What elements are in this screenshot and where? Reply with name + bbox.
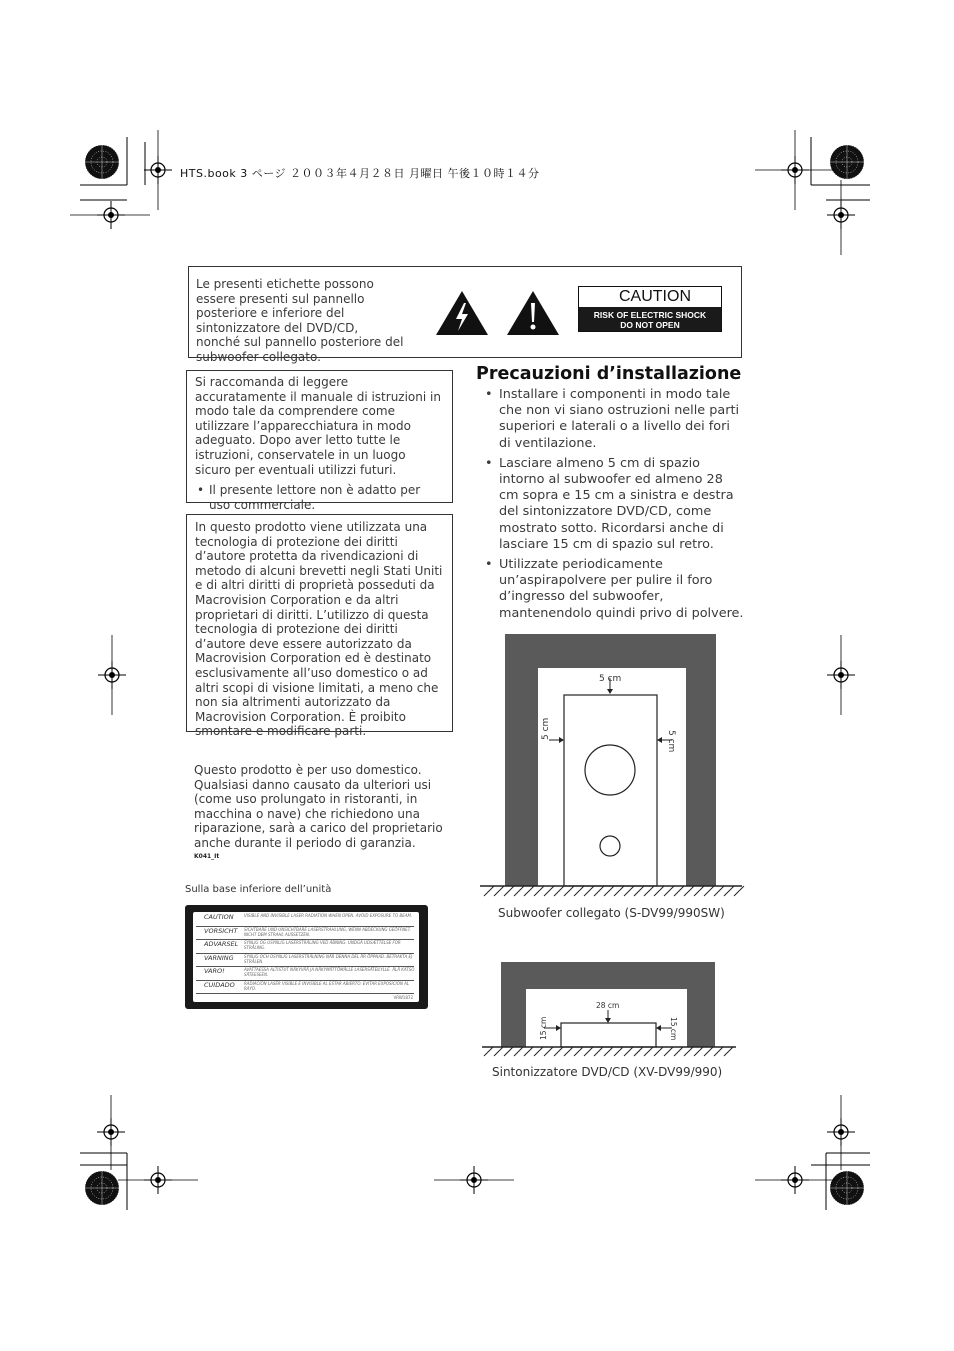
macrovision-text: In questo prodotto viene utilizzata una tecnologia di protezione dei diritti d’autore protetta da rivendicazioni di metodo di alcuni brevetti negli Stati Uniti e di altri diritti di proprietà posseduti da Macrovision Corporation e da altri proprietari di diritti. L’utilizzo di questa tecnologia di protezione dei diritti d’autore deve essere autorizzato da Macrovision Corporation ed è destinato esclusivamente all’uso domestico o ad altri scopi di visione limitati, a meno che non sia altrimenti autorizzato da Macrovision Corporation. È proibito smontare e modificare parti. bbox=[195, 520, 443, 739]
installation-bullet: • Installare i componenti in modo tale che non vi siano ostruzioni nelle parti superiori e laterali o a livello dei fori di ventilazione. bbox=[477, 387, 745, 452]
subwoofer-caption: Subwoofer collegato (S-DV99/990SW) bbox=[498, 906, 725, 920]
installation-bullet: • Lasciare almeno 5 cm di spazio intorno al subwoofer ed almeno 28 cm sopra e 15 cm a sinistra e destra del sintonizzatore DVD/CD, come mostrato sotto. Ricordarsi anche di lasciare 15 cm di spazio sul retro. bbox=[477, 456, 745, 553]
laser-warning-text: SICHTBARE UND UNSICHTBARE LASERSTRAHLUNG, WENN ABDECKUNG GEÖFFNET. NICHT DEM STRAHL AUSSETZEN. bbox=[244, 926, 411, 937]
tuner-caption: Sintonizzatore DVD/CD (XV-DV99/990) bbox=[492, 1065, 723, 1079]
woofer-icon bbox=[585, 745, 635, 795]
macrovision-box bbox=[186, 514, 453, 739]
laser-warning-lang: ADVARSEL bbox=[204, 940, 239, 948]
shock-warning-line1: RISK OF ELECTRIC SHOCK bbox=[593, 310, 707, 320]
exclamation-warning-icon bbox=[505, 289, 561, 337]
laser-warning-row bbox=[196, 980, 414, 995]
laser-warning-text: RADIACIÓN LASER VISIBLE E INVISIBLE AL ESTAR ABIERTO. EVITAR EXPOSICIÓN AL RAYO. bbox=[244, 980, 410, 991]
laser-warning-lang: VORSICHT bbox=[204, 926, 238, 935]
laser-warning-row bbox=[196, 926, 414, 941]
laser-warning-lang: VARNING bbox=[204, 953, 234, 962]
subwoofer-clearance-diagram bbox=[476, 630, 746, 905]
laser-warning-text: AVATTAESSA ALTISTUT NÄKYVÄÄ JA NÄKYMÄTTÖMÄLLE LASERSÄTEILYLLE. ÄLÄ KATSO SÄTEESEEN. bbox=[244, 967, 415, 977]
registration-mark-icon bbox=[830, 1171, 864, 1205]
installation-bullet: • Utilizzate periodicamente un’aspirapolvere per pulire il foro d’ingresso del subwoofer, mantenendolo quindi privo di polvere. bbox=[477, 557, 745, 622]
caution-labels-box bbox=[188, 266, 742, 364]
laser-warning-lang: VARO! bbox=[204, 967, 225, 975]
laser-warning-row bbox=[196, 966, 414, 981]
laser-label-code: VRW1872 bbox=[393, 995, 413, 1000]
print-header: HTS.book 3 ページ ２００３年４月２８日 月曜日 午後１０時１４分 bbox=[180, 167, 540, 180]
laser-warning-lang: CAUTION bbox=[204, 913, 234, 921]
laser-warning-label bbox=[185, 905, 428, 1009]
laser-warning-text: VISIBLE AND INVISIBLE LASER RADIATION WHEN OPEN. AVOID EXPOSURE TO BEAM. bbox=[244, 913, 413, 918]
installation-list bbox=[477, 387, 745, 626]
bass-port-icon bbox=[600, 836, 620, 856]
laser-warning-row bbox=[196, 939, 414, 954]
shock-warning-line2: DO NOT OPEN bbox=[620, 320, 680, 330]
laser-warning-lang: CUIDADO bbox=[204, 980, 235, 989]
laser-warning-text: SYNLIG OG USYNLIG LASERSTRÅLING VED ÅBNING. UNDGÅ UDSÆTTELSE FOR STRÅLING. bbox=[244, 940, 401, 950]
caution-label bbox=[578, 286, 722, 332]
tuner-left-label: 15 cm bbox=[539, 1016, 548, 1040]
laser-warning-row bbox=[196, 953, 414, 968]
caution-word: CAUTION bbox=[619, 288, 691, 305]
tuner-top-label: 28 cm bbox=[596, 1001, 620, 1010]
read-manual-bullet: • Il presente lettore non è adatto per uso commerciale. bbox=[195, 483, 443, 512]
clearance-top-label: 5 cm bbox=[599, 674, 622, 684]
registration-mark-icon bbox=[85, 145, 119, 179]
tuner-unit bbox=[561, 1023, 656, 1047]
installation-title: Precauzioni d’installazione bbox=[476, 364, 742, 384]
registration-mark-icon bbox=[830, 145, 864, 179]
lightning-warning-icon bbox=[434, 289, 490, 337]
registration-mark-icon bbox=[85, 1171, 119, 1205]
laser-warning-text: SYNLIG OCH OSYNLIG LASERSTRÅLNING NÄR DENNA DEL ÄR ÖPPNAD. BETRAKTA EJ STRÅLEN. bbox=[244, 953, 413, 964]
clearance-left-label: 5 cm bbox=[541, 717, 551, 740]
caution-labels-text: Le presenti etichette possono essere presenti sul pannello posteriore e inferiore del sintonizzatore del DVD/CD, nonché sul pannello posteriore del subwoofer collegato. bbox=[196, 277, 404, 364]
laser-label-caption: Sulla base inferiore dell’unità bbox=[185, 884, 332, 895]
tuner-right-label: 15 cm bbox=[669, 1017, 678, 1041]
read-manual-text: Si raccomanda di leggere accuratamente il manuale di istruzioni in modo tale da comprendere come utilizzare l’apparecchiatura in modo adeguato. Dopo aver letto tutte le istruzioni, conservatele in un luogo sicuro per eventuali utilizzi futuri. bbox=[195, 375, 441, 477]
domestic-use-text: Questo prodotto è per uso domestico. Qualsiasi danno causato da ulteriori usi (come uso prolungato in ristoranti, in macchina o nave) che richiedono una riparazione, sarà a carico del proprietario anche durante il periodo di garanzia. bbox=[194, 763, 443, 850]
domestic-code: K041_It bbox=[194, 853, 220, 860]
read-manual-box bbox=[186, 370, 453, 512]
laser-warning-row bbox=[196, 912, 414, 927]
clearance-right-label: 5 cm bbox=[666, 730, 676, 753]
